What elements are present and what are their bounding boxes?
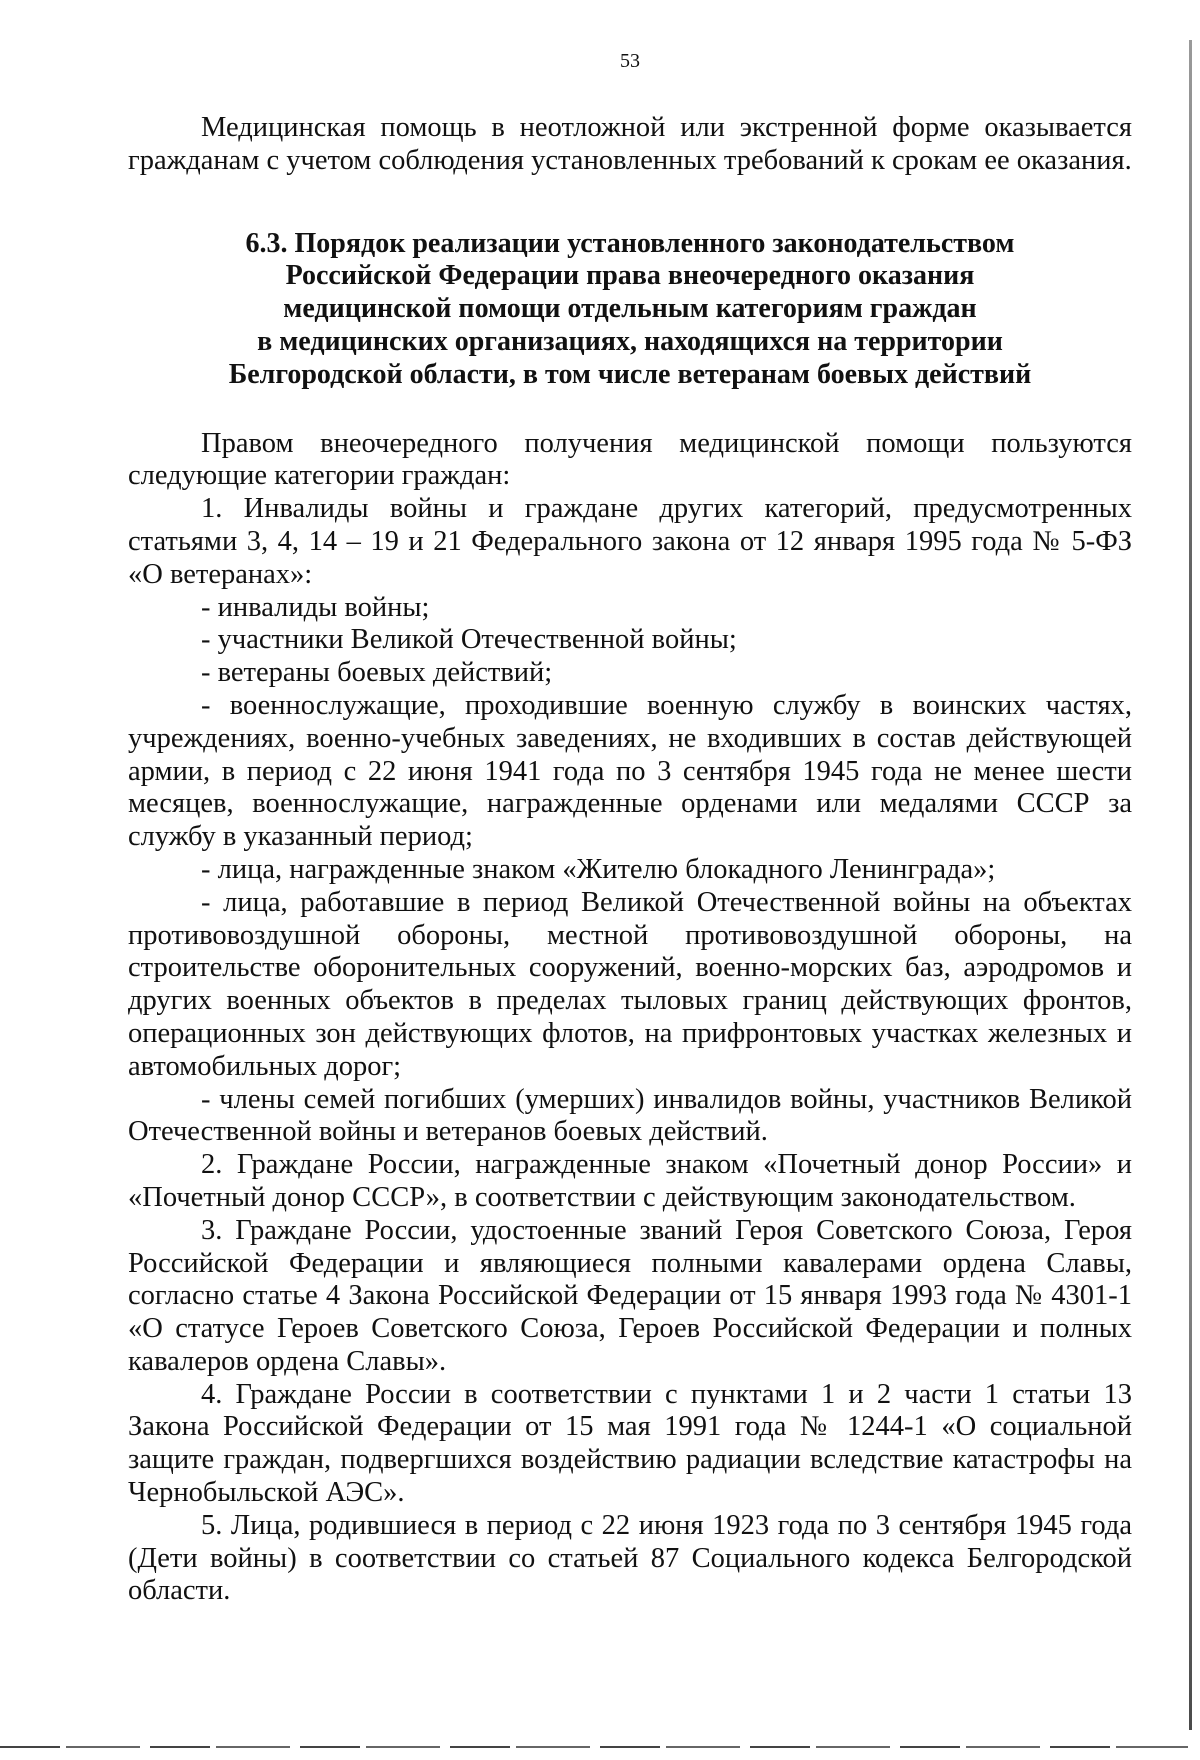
section-heading-line: Белгородской области, в том числе ветеранам боевых действий xyxy=(228,358,1032,390)
list-item: - члены семей погибших (умерших) инвалидов войны, участников Великой Отечественной войны и ветеранов боевых действий. xyxy=(128,1083,1132,1148)
section-heading-line: 6.3. Порядок реализации установленного законодательством xyxy=(245,227,1015,259)
scan-edge-bottom xyxy=(0,1746,1188,1748)
body-paragraph: Правом внеочередного получения медицинской помощи пользуются следующие категории граждан: xyxy=(128,427,1132,492)
section-heading-line: в медицинских организациях, находящихся на территории xyxy=(257,325,1003,357)
body-paragraph: 5. Лица, родившиеся в период с 22 июня 1923 года по 3 сентября 1945 года (Дети войны) в соответствии со статьей 87 Социального кодекса Белгородской области. xyxy=(128,1509,1132,1607)
list-item: - лица, награжденные знаком «Жителю блокадного Ленинграда»; xyxy=(201,853,996,885)
page-number: 53 xyxy=(620,50,640,72)
body-paragraph: 3. Граждане России, удостоенные званий Героя Советского Союза, Героя Российской Федерации и являющиеся полными кавалерами ордена Славы, согласно статье 4 Закона Российской Федерации от 15 января 1993 года № 4301-1 «О статусе Героев Советского Союза, Героев Российской Федерации и полных кавалеров ордена Славы». xyxy=(128,1214,1132,1377)
list-item: - военнослужащие, проходившие военную службу в воинских частях, учреждениях, военно-учебных заведениях, не входивших в состав действующей армии, в период с 22 июня 1941 года по 3 сентября 1945 года не менее шести месяцев, военнослужащие, награжденные орденами или медалями СССР за службу в указанный период; xyxy=(128,689,1132,853)
document-body xyxy=(128,112,1132,1608)
list-item: - ветераны боевых действий; xyxy=(201,657,553,689)
intro-paragraph: Медицинская помощь в неотложной или экстренной форме оказывается гражданам с учетом соблюдения установленных требований к срокам ее оказания. xyxy=(128,112,1132,176)
list-item: - участники Великой Отечественной войны; xyxy=(201,624,737,656)
scan-edge-right xyxy=(1189,40,1192,1730)
section-heading-line: медицинской помощи отдельным категориям граждан xyxy=(283,293,977,325)
list-item: - инвалиды войны; xyxy=(201,591,430,623)
body-paragraph: 1. Инвалиды войны и граждане других категорий, предусмотренных статьями 3, 4, 14 – 19 и 21 Федерального закона от 12 января 1995 года № 5-ФЗ «О ветеранах»: xyxy=(128,493,1132,590)
body-paragraph: 2. Граждане России, награжденные знаком «Почетный донор России» и «Почетный донор СССР», в соответствии с действующим законодательством. xyxy=(128,1149,1132,1213)
section-heading-line: Российской Федерации права внеочередного оказания xyxy=(285,260,975,292)
list-item: - лица, работавшие в период Великой Отечественной войны на объектах противовоздушной обороны, местной противовоздушной обороны, на строительстве оборонительных сооружений, военно-морских баз, аэродромов и других военных объектов в пределах тыловых границ действующих фронтов, операционных зон действующих флотов, на прифронтовых участках железных и автомобильных дорог; xyxy=(128,886,1132,1082)
section-heading xyxy=(128,228,1132,392)
body-paragraph: 4. Граждане России в соответствии с пунктами 1 и 2 части 1 статьи 13 Закона Российской Федерации от 15 мая 1991 года № 1244-1 «О социальной защите граждан, подвергшихся воздействию радиации вследствие катастрофы на Чернобыльской АЭС». xyxy=(128,1378,1132,1509)
